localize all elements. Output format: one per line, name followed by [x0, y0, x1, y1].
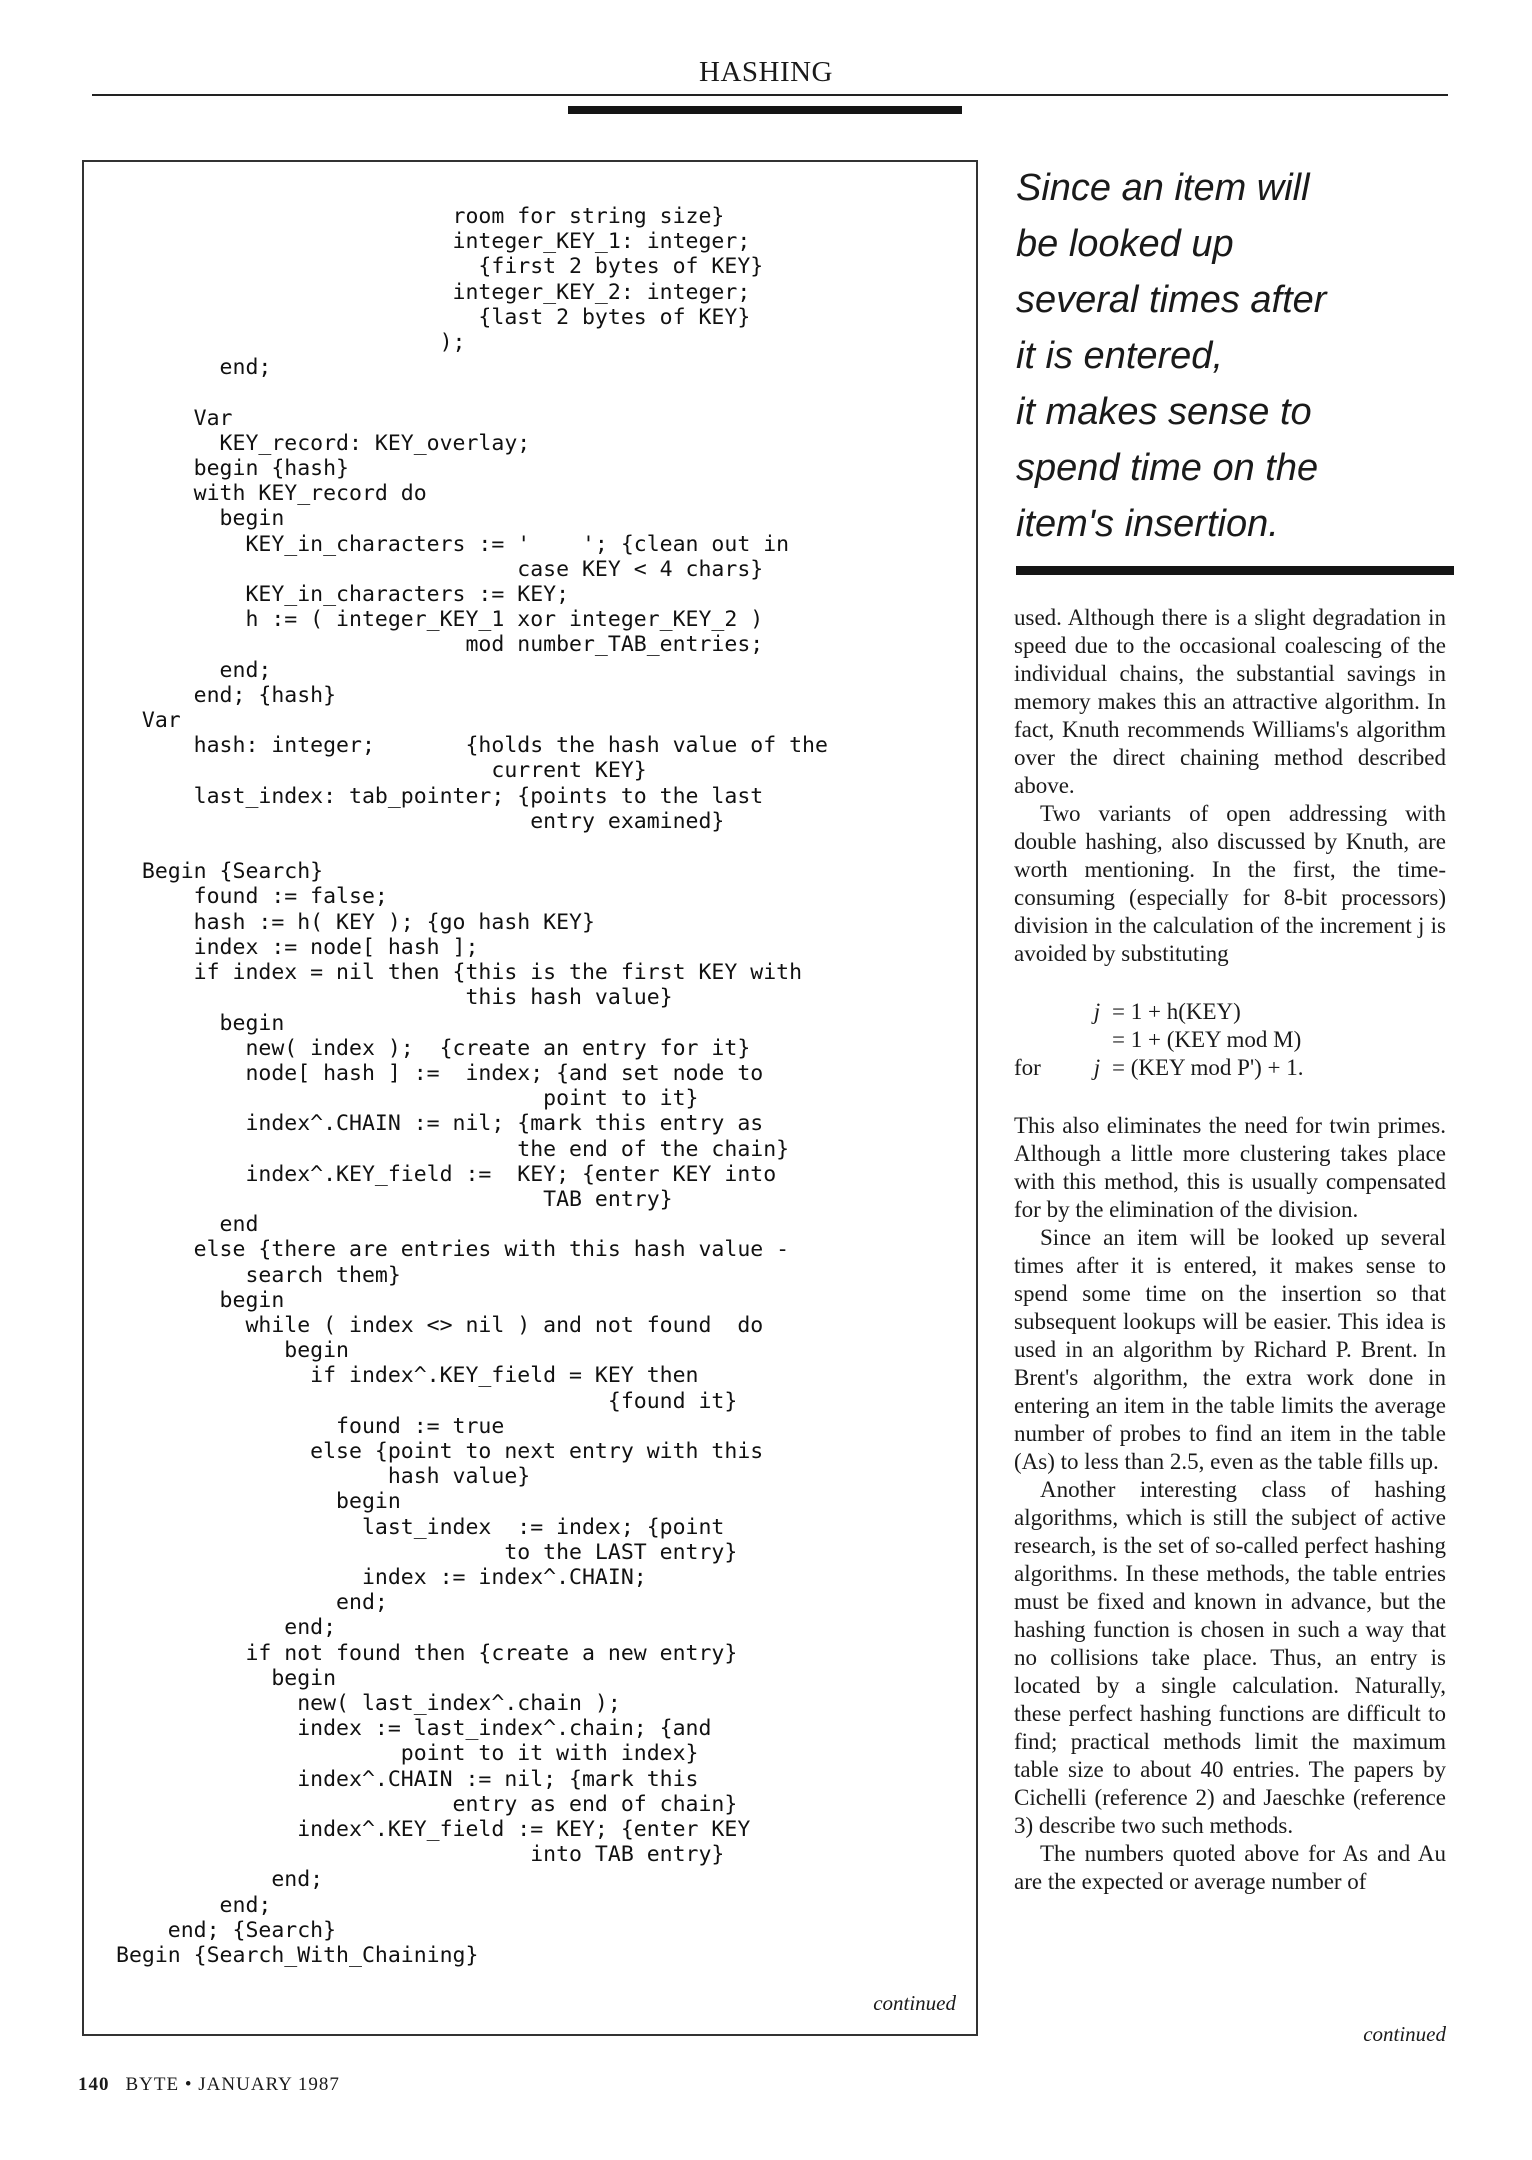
code-line: begin {hash}: [116, 456, 349, 482]
formula-variable: j: [1093, 999, 1101, 1024]
code-line: KEY_in_characters := KEY;: [116, 582, 570, 608]
code-line: last_index: tab_pointer; {points to the last: [116, 783, 764, 809]
code-line: end;: [116, 1867, 324, 1893]
code-line: end; {Search}: [116, 1917, 337, 1943]
formula-variable: j: [1093, 1055, 1101, 1080]
code-line: new( index ); {create an entry for it}: [116, 1035, 751, 1061]
code-line: end; {hash}: [116, 682, 337, 708]
code-line: end;: [116, 355, 272, 381]
pull-quote-line: spend time on the: [1016, 447, 1319, 489]
code-listing-box: [82, 160, 978, 2036]
code-line: integer_KEY_2: integer;: [116, 279, 751, 305]
code-line: begin: [116, 506, 285, 532]
code-line: the end of the chain}: [116, 1136, 790, 1162]
code-line: found := true: [116, 1413, 505, 1439]
code-line: index := index^.CHAIN;: [116, 1564, 647, 1590]
code-line: hash: integer; {holds the hash value of the: [116, 733, 828, 759]
code-line: index^.KEY_field := KEY; {enter KEY into: [116, 1161, 777, 1187]
code-line: h := ( integer_KEY_1 xor integer_KEY_2 ): [116, 607, 764, 633]
code-line: point to it}: [116, 1086, 699, 1112]
code-line: TAB entry}: [116, 1186, 673, 1212]
article-paragraph: The numbers quoted above for As and Au are the expected or average number of: [1014, 1841, 1446, 1894]
code-line: );: [116, 330, 466, 356]
code-line: {last 2 bytes of KEY}: [116, 304, 751, 330]
code-line: end;: [116, 657, 272, 683]
formula-expression: = (KEY mod P') + 1.: [1112, 1055, 1304, 1080]
code-line: node[ hash ] := index; {and set node to: [116, 1060, 764, 1086]
code-line: end: [116, 1212, 259, 1238]
page-footer: [78, 2074, 340, 2096]
code-line: to the LAST entry}: [116, 1539, 738, 1565]
code-line: else {there are entries with this hash value -: [116, 1237, 790, 1263]
code-line: {found it}: [116, 1388, 738, 1414]
formula-expression: = 1 + h(KEY): [1112, 999, 1241, 1024]
code-line: entry as end of chain}: [116, 1791, 738, 1817]
code-line: KEY_record: KEY_overlay;: [116, 430, 531, 456]
pull-quote-line: it makes sense to: [1016, 391, 1312, 433]
code-line: case KEY < 4 chars}: [116, 556, 764, 582]
code-line: if index^.KEY_field = KEY then: [116, 1363, 699, 1389]
code-line: mod number_TAB_entries;: [116, 632, 764, 658]
code-line: Var: [116, 708, 181, 734]
magazine-issue: BYTE • JANUARY 1987: [125, 2074, 340, 2095]
code-line: index := node[ hash ];: [116, 934, 479, 960]
page-header-title: HASHING: [699, 56, 833, 88]
code-line: KEY_in_characters := ' '; {clean out in: [116, 531, 790, 557]
header-bar: [568, 106, 962, 114]
code-line: index^.KEY_field := KEY; {enter KEY: [116, 1817, 751, 1842]
article-paragraph: Since an item will be looked up several times after it is entered, it makes sense to spend some time on the insertion so that subsequent lookups will be easier. This idea is used in an algorithm by Richard P. Brent. In Brent's algorithm, the extra work done in entering an item in the table limits the average number of probes to find an item in the table (As) to less than 2.5, even as the table fills up.: [1014, 1225, 1446, 1474]
article-paragraph: Two variants of open addressing with double hashing, also discussed by Knuth, are worth mentioning. In the first, the time-consuming (especially for 8-bit processors) division in the calculation of the increment j is avoided by substituting: [1014, 801, 1446, 966]
code-line: end;: [116, 1590, 388, 1616]
pull-quote-line: several times after: [1016, 279, 1327, 321]
article-body: [1014, 604, 1446, 1896]
article-paragraph: Another interesting class of hashing algorithms, which is still the subject of active research, is the set of so-called perfect hashing algorithms. In these methods, the table entries must be fixed and known in advance, but the hashing function is chosen in such a way that no collisions take place. Thus, an entry is located by a single calculation. Naturally, these perfect hashing functions are difficult to find; practical methods limit the maximum table size to about 40 entries. The papers by Cichelli (reference 2) and Jaeschke (reference 3) describe two such methods.: [1014, 1477, 1446, 1838]
code-line: else {point to next entry with this: [116, 1438, 764, 1464]
code-line: with KEY_record do: [116, 481, 427, 507]
code-line: Begin {Search}: [116, 859, 324, 885]
code-line: {first 2 bytes of KEY}: [116, 254, 764, 280]
formula-line: [1014, 1054, 1446, 1082]
formula-line: [1014, 1026, 1446, 1054]
code-line: begin: [116, 1489, 401, 1515]
pull-quote-line: item's insertion.: [1016, 503, 1279, 545]
code-line: end;: [116, 1892, 272, 1918]
code-line: entry examined}: [116, 808, 725, 834]
code-line: last_index := index; {point: [116, 1514, 725, 1540]
code-line: index^.CHAIN := nil; {mark this entry as: [116, 1111, 764, 1137]
code-line: hash value}: [116, 1464, 531, 1490]
code-line: into TAB entry}: [116, 1842, 725, 1868]
article-continued-label: continued: [1363, 2022, 1446, 2046]
code-line: index^.CHAIN := nil; {mark this: [116, 1766, 699, 1792]
code-line: begin: [116, 1665, 337, 1691]
formula-block: [1014, 998, 1446, 1082]
pull-quote-line: it is entered,: [1016, 335, 1223, 377]
pull-quote-line: be looked up: [1016, 223, 1234, 265]
code-line: begin: [116, 1010, 285, 1036]
code-continued-label: continued: [873, 1991, 956, 2015]
header-rule: [92, 94, 1448, 96]
code-line: begin: [116, 1338, 349, 1364]
pull-quote-line: Since an item will: [1016, 167, 1310, 209]
pull-quote-rule: [1016, 566, 1454, 575]
code-line: end;: [116, 1615, 337, 1641]
formula-line: [1014, 998, 1446, 1026]
code-line: this hash value}: [116, 985, 673, 1011]
code-line: new( last_index^.chain );: [116, 1690, 621, 1716]
code-line: integer_KEY_1: integer;: [116, 229, 751, 255]
code-line: room for string size}: [116, 204, 725, 229]
formula-expression: = 1 + (KEY mod M): [1112, 1027, 1302, 1052]
code-line: Var: [116, 405, 233, 431]
code-listing: [116, 204, 828, 1968]
code-line: point to it with index}: [116, 1741, 699, 1767]
code-line: begin: [116, 1287, 285, 1313]
code-line: search them}: [116, 1262, 401, 1288]
code-line: Begin {Search_With_Chaining}: [116, 1943, 479, 1969]
article-paragraph: This also eliminates the need for twin primes. Although a little more clustering takes place with this method, this is usually compensated for by the elimination of the division.: [1014, 1113, 1446, 1222]
code-line: current KEY}: [116, 758, 647, 784]
code-line: if not found then {create a new entry}: [116, 1640, 738, 1666]
code-line: found := false;: [116, 884, 388, 910]
code-line: while ( index <> nil ) and not found do: [116, 1312, 764, 1338]
formula-lead: for: [1014, 1055, 1041, 1080]
code-line: if index = nil then {this is the first KEY with: [116, 960, 803, 986]
pull-quote: [1016, 160, 1456, 552]
article-paragraph: used. Although there is a slight degradation in speed due to the occasional coalescing of the individual chains, the substantial savings in memory makes this an attractive algorithm. In fact, Knuth recommends Williams's algorithm over the direct chaining method described above.: [1014, 605, 1446, 798]
page-number: 140: [78, 2074, 110, 2095]
code-line: hash := h( KEY ); {go hash KEY}: [116, 909, 595, 935]
code-line: index := last_index^.chain; {and: [116, 1716, 712, 1742]
